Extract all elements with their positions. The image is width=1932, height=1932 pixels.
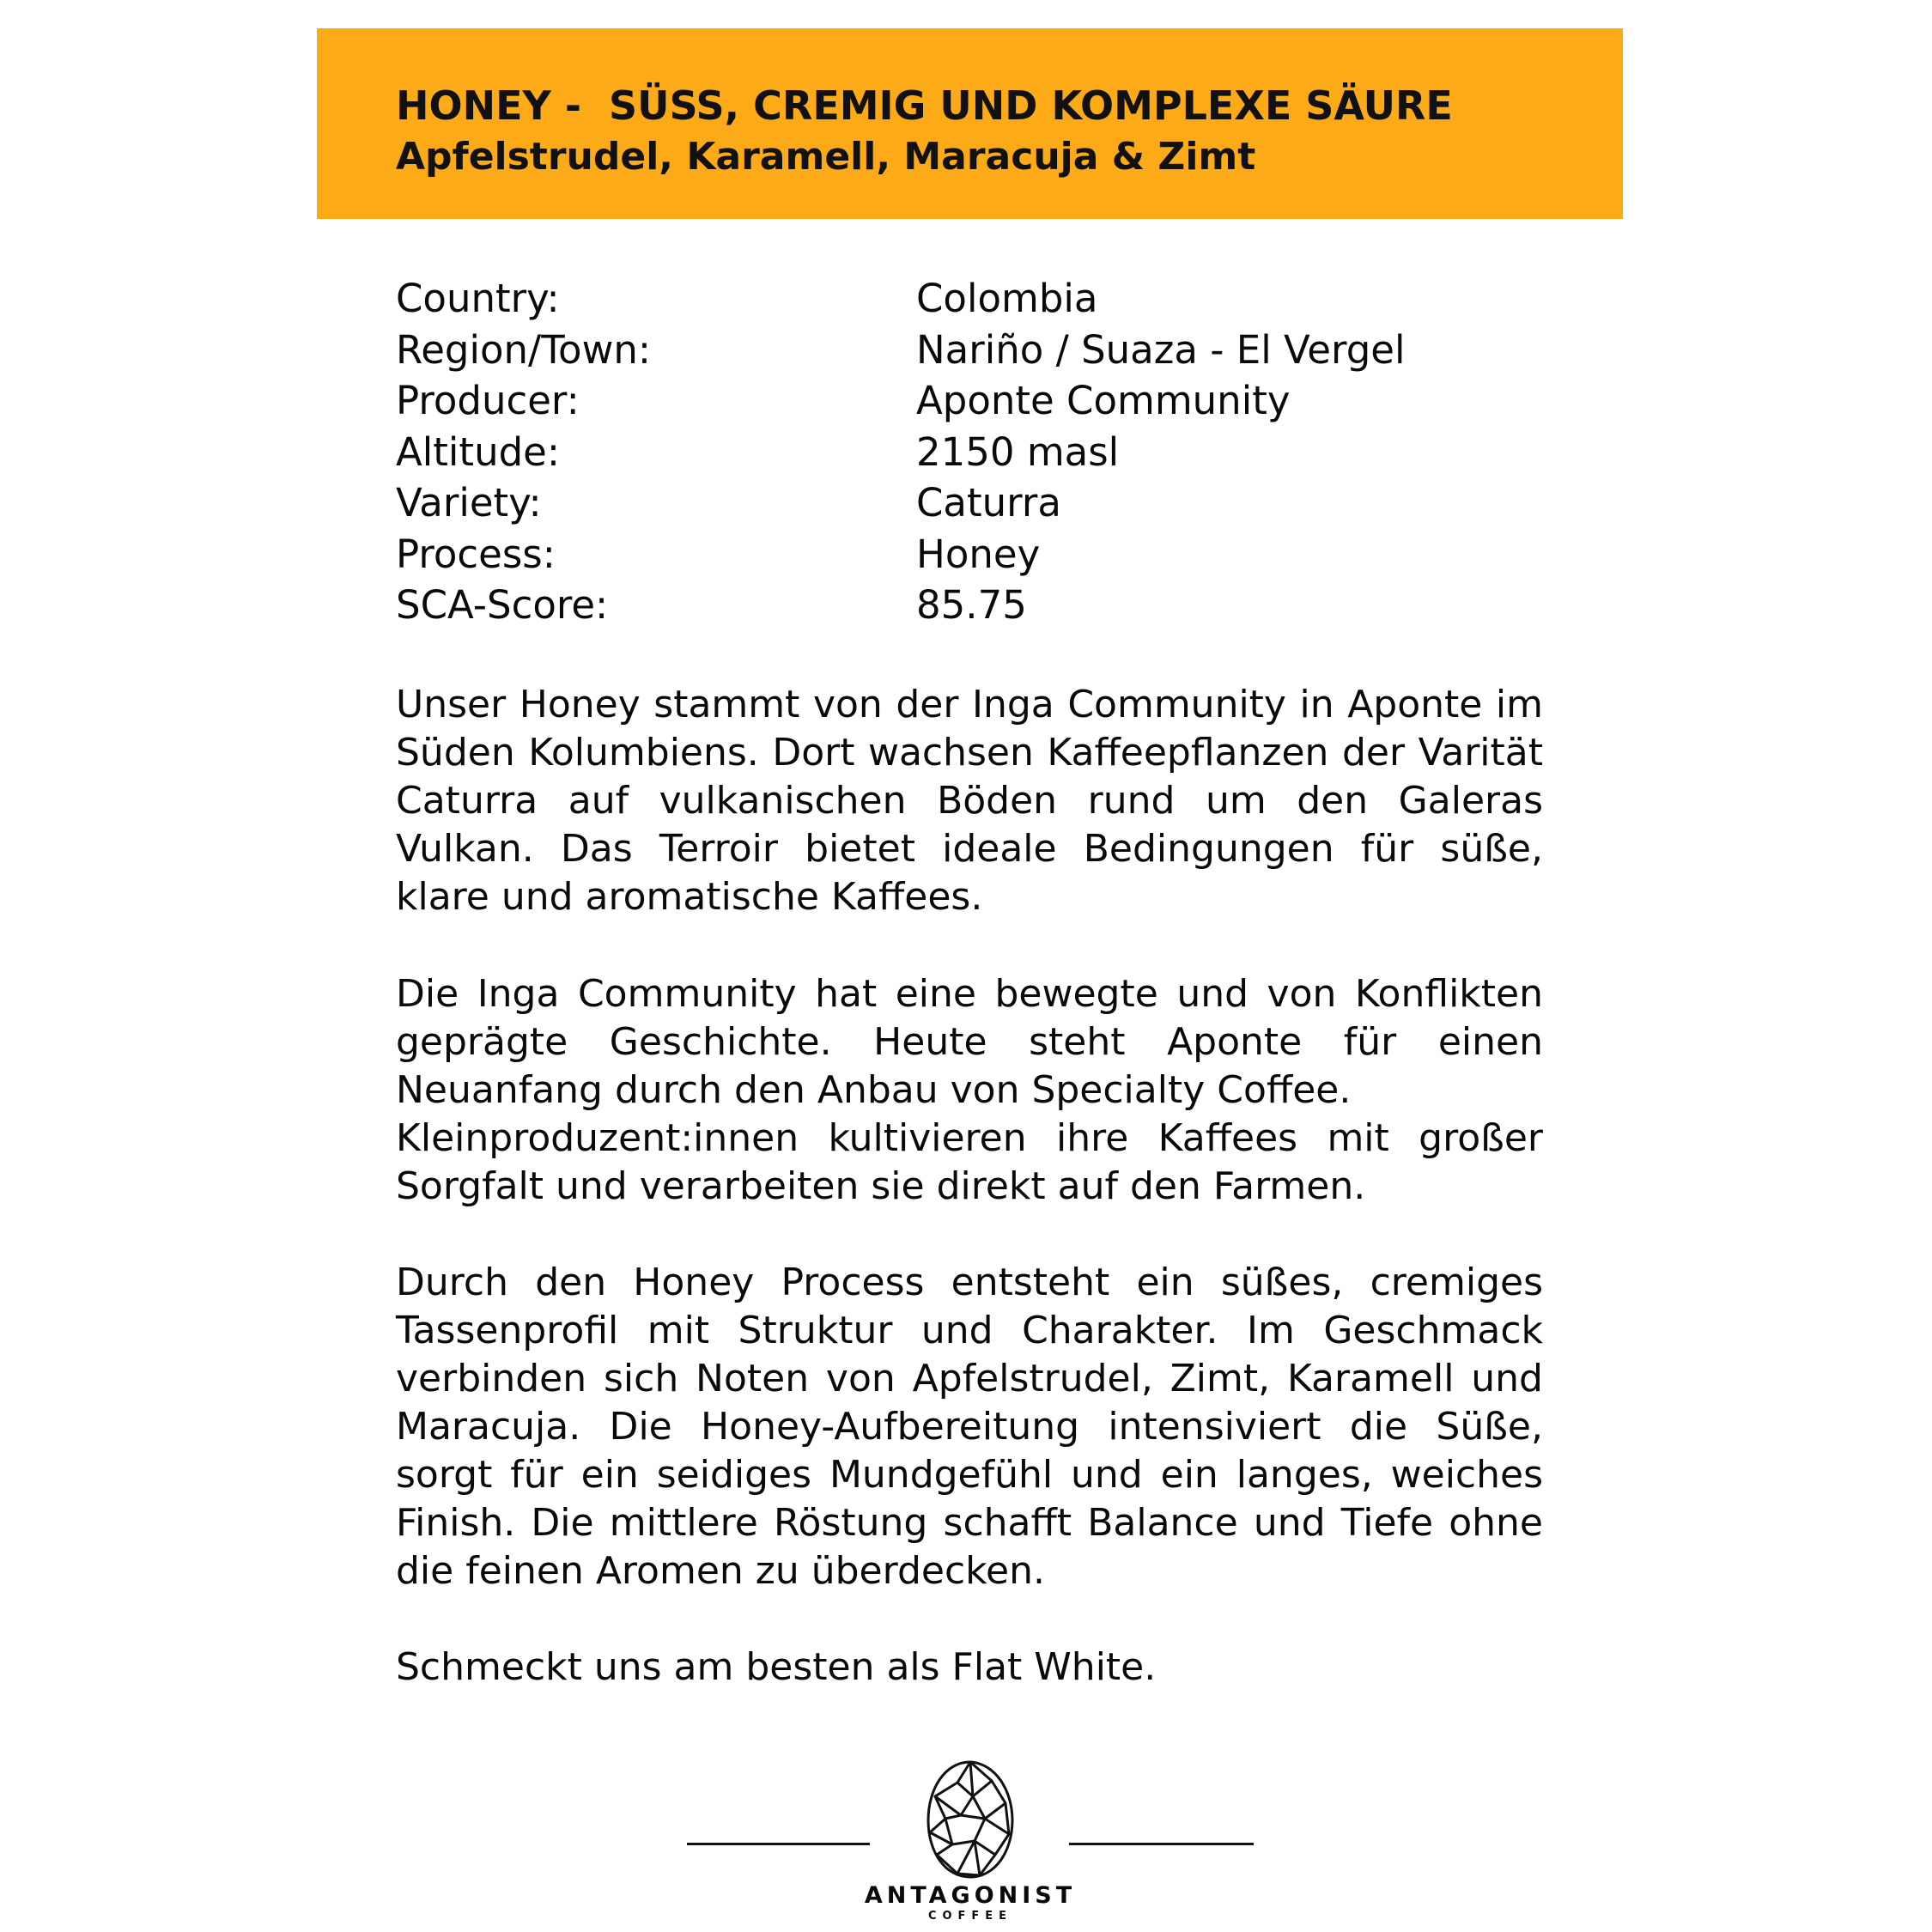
brand-name: ANTAGONIST — [864, 1882, 1077, 1909]
spec-value: 2150 masl — [916, 428, 1120, 475]
description-recommendation: Schmeckt uns am besten als Flat White. — [396, 1645, 1157, 1689]
spec-label: Altitude: — [396, 428, 561, 475]
description-history: Die Inga Community hat eine bewegte und von Konflikten geprägte Geschichte. Heute steht Aponte für einen Neuanfang durch den Anbau von Specialty Coffee. — [396, 972, 1543, 1112]
spec-label: Producer: — [396, 378, 580, 423]
logo-divider-left — [687, 1843, 870, 1845]
spec-label: Process: — [396, 531, 556, 577]
description-producers: Kleinproduzent:innen kultivieren ihre Kaffees mit großer Sorgfalt und verarbeiten sie direkt auf den Farmen. — [396, 1116, 1543, 1208]
spec-row-country — [396, 273, 1546, 325]
spec-value: 85.75 — [916, 582, 1027, 628]
spec-label: Region/Town: — [396, 326, 652, 373]
spec-row-altitude — [396, 427, 1546, 478]
geometric-coffee-bean-icon — [923, 1759, 1018, 1880]
header-band — [317, 28, 1623, 219]
brand-subname: COFFEE — [927, 1910, 1013, 1923]
spec-value: Nariño / Suaza - El Vergel — [916, 326, 1406, 373]
spec-label: SCA-Score: — [396, 582, 609, 628]
product-title: HONEY - SÜSS, CREMIG UND KOMPLEXE SÄURE — [396, 82, 1453, 129]
description-taste: Durch den Honey Process entsteht ein süßes, cremiges Tassenprofil mit Struktur und Charakter. Im Geschmack verbinden sich Noten von Apfelstrudel, Zimt, Karamell und Maracuja. Die Honey-Aufbereitung intensiviert die Süße, sorgt für ein seidiges Mundgefühl und ein langes, weiches Finish. Die mittlere Röstung schafft Balance und Tiefe ohne die feinen Aromen zu überdecken. — [396, 1261, 1543, 1593]
description-origin: Unser Honey stammt von der Inga Community in Aponte im Süden Kolumbiens. Dort wachsen Kaffeepflanzen der Varität Caturra auf vulkanischen Böden rund um den Galeras Vulkan. Das Terroir bietet ideale Bedingungen für süße, klare und aromatische Kaffees. — [396, 683, 1543, 919]
logo-divider-right — [1069, 1843, 1254, 1845]
spec-row-process — [396, 529, 1546, 580]
spec-row-producer — [396, 375, 1546, 427]
spec-label: Country: — [396, 276, 560, 321]
flavor-notes: Apfelstrudel, Karamell, Maracuja & Zimt — [396, 135, 1256, 179]
spec-label: Variety: — [396, 480, 542, 526]
spec-value: Aponte Community — [916, 378, 1291, 423]
spec-row-region — [396, 325, 1546, 376]
spec-row-variety — [396, 477, 1546, 529]
spec-table — [396, 273, 1546, 631]
spec-value: Colombia — [916, 276, 1098, 321]
spec-value: Honey — [916, 531, 1041, 577]
spec-value: Caturra — [916, 480, 1061, 526]
spec-row-sca-score — [396, 580, 1546, 631]
